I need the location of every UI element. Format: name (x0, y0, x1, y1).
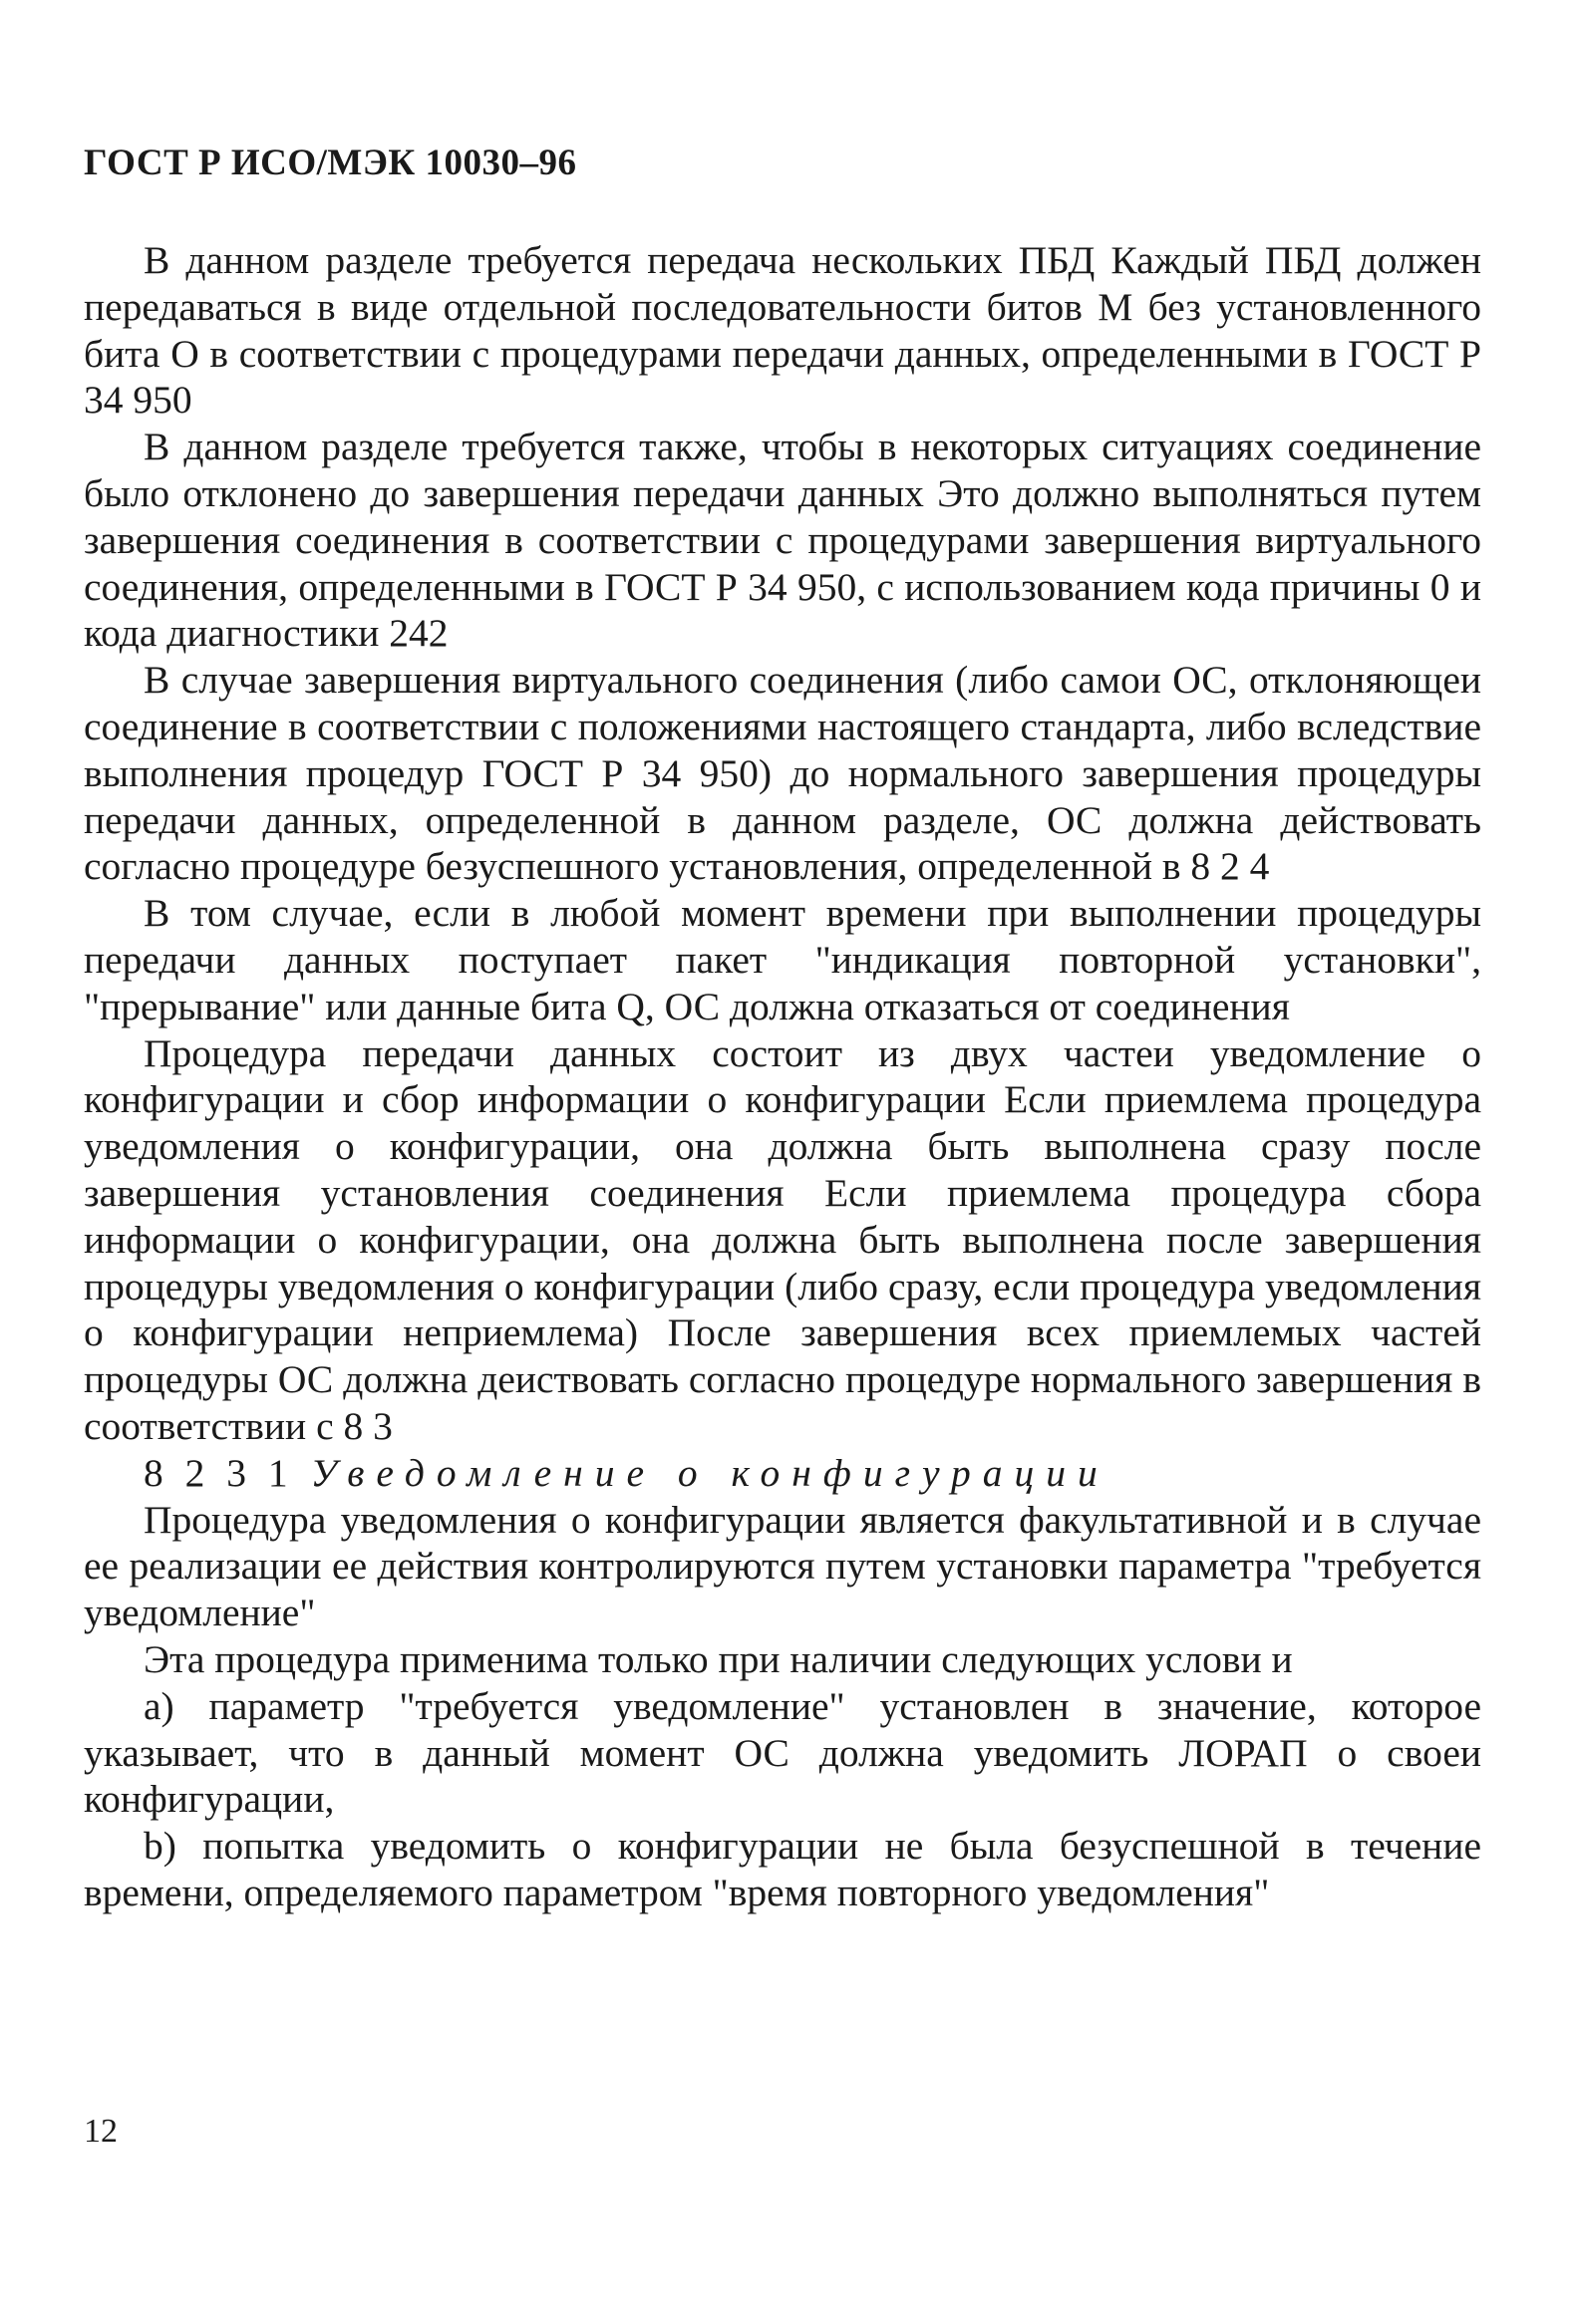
paragraph: Эта процедура применима только при наличии следующих услови и (144, 1636, 1293, 1681)
subsection-title: Уведомление о конфигурации (310, 1450, 1109, 1495)
paragraph: Процедура уведомления о конфигурации является факультативной и в случае ее реализации ее действия контролируются путем установки параметра "требуется уведомление" (84, 1497, 1481, 1635)
list-item-b: b) попытка уведомить о конфигурации не была безуспешной в течение времени, определяемого параметром "время повторного уведомления" (84, 1824, 1481, 1914)
paragraph: В данном разделе требуется также, чтобы в некоторых ситуациях соединение было отклонено до завершения передачи данных Это должно выполняться путем завершения соединения в соответствии с процедурами завершения виртуального соединения, определенными в ГОСТ Р 34 950, с использованием кода причины 0 и кода диагностики 242 (84, 425, 1481, 656)
list-item-a: а) параметр "требуется уведомление" установлен в значение, которое указывает, что в данный момент ОС должна уведомить ЛОРАП о своеи конфигурации, (84, 1683, 1481, 1822)
document-body (84, 237, 1481, 1916)
subsection-number: 8 2 3 1 (144, 1450, 294, 1495)
paragraph: Процедура передачи данных состоит из двух частеи уведомление о конфигурации и сбор информации о конфигурации Если приемлема процедура уведомления о конфигурации, она должна быть выполнена сразу после завершения установления соединения Если приемлема процедура сбора информации о конфигурации, она должна быть выполнена после завершения процедуры уведомления о конфигурации (либо сразу, если процедура уведомления о конфигурации неприемлема) После завершения всех приемлемых частей процедуры ОС должна деиствовать согласно процедуре нормального завершения в соответствии с 8 3 (84, 1030, 1481, 1448)
document-page (84, 0, 1481, 2324)
paragraph: В данном разделе требуется передача нескольких ПБД Каждый ПБД должен передаваться в виде отдельной последовательности битов М без установленного бита О в соответствии с процедурами передачи данных, определенными в ГОСТ Р 34 950 (84, 238, 1481, 423)
subsection-heading (84, 1450, 1481, 1497)
paragraph: В случае завершения виртуального соединения (либо самои ОС, отклоняющеи соединение в соответствии с положениями настоящего стандарта, либо вследствие выполнения процедур ГОСТ Р 34 950) до нормального завершения процедуры передачи данных, определенной в данном разделе, ОС должна действовать согласно процедуре безуспешного установления, определенной в 8 2 4 (84, 658, 1481, 889)
paragraph: В том случае, если в любой момент времени при выполнении процедуры передачи данных поступает пакет "индикация повторной установки", "прерывание" или данные бита Q, ОС должна отказаться от соединения (84, 891, 1481, 1028)
page-number: 12 (84, 2113, 118, 2150)
document-code-header: ГОСТ Р ИСО/МЭК 10030–96 (84, 143, 577, 183)
